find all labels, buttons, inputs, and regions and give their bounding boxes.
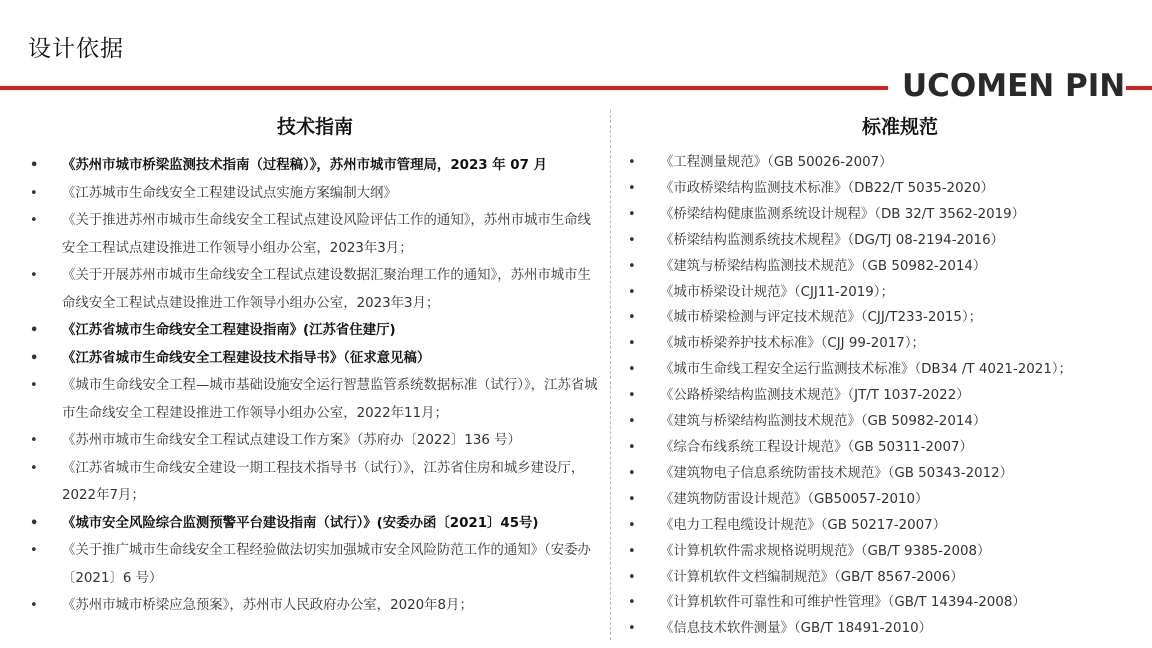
bullet-icon: • bbox=[628, 284, 636, 300]
standard-item bbox=[628, 280, 1138, 306]
standard-text: 《城市桥梁设计规范》（CJJ11-2019）； bbox=[660, 284, 894, 300]
guideline-item bbox=[30, 592, 600, 620]
standard-text: 《信息技术软件测量》（GB/T 18491-2010） bbox=[660, 621, 933, 637]
header-rule-left bbox=[0, 86, 888, 90]
standard-text: 《计算机软件可靠性和可维护性管理》（GB/T 14394-2008） bbox=[660, 595, 1026, 611]
standard-item bbox=[628, 150, 1138, 176]
standard-item bbox=[628, 487, 1138, 513]
standard-item bbox=[628, 461, 1138, 487]
bullet-icon: • bbox=[628, 310, 636, 326]
bullet-icon: • bbox=[628, 517, 636, 533]
standard-text: 《建筑与桥梁结构监测技术规范》（GB 50982-2014） bbox=[660, 414, 987, 430]
standard-item bbox=[628, 228, 1138, 254]
guideline-item bbox=[30, 152, 600, 180]
guideline-item bbox=[30, 180, 600, 208]
bullet-icon: • bbox=[30, 158, 39, 173]
bullet-icon: • bbox=[628, 232, 636, 248]
guideline-list bbox=[30, 152, 600, 620]
bullet-icon: • bbox=[628, 465, 636, 481]
guideline-text: 《关于开展苏州市城市生命线安全工程试点建设数据汇聚治理工作的通知》，苏州市城市生命线安全工程试点建设推进工作领导小组办公室，2023年3月； bbox=[62, 268, 591, 311]
bullet-icon: • bbox=[30, 460, 38, 476]
standard-item bbox=[628, 565, 1138, 591]
standard-text: 《计算机软件需求规格说明规范》（GB/T 9385-2008） bbox=[660, 543, 991, 559]
standard-text: 《城市生命线工程安全运行监测技术标准》（DB34 /T 4021-2021）； bbox=[660, 362, 1072, 378]
guideline-text: 《关于推进苏州市城市生命线安全工程试点建设风险评估工作的通知》，苏州市城市生命线安全工程试点建设推进工作领导小组办公室，2023年3月； bbox=[62, 213, 591, 256]
guideline-text: 《江苏城市生命线安全工程建设试点实施方案编制大纲》 bbox=[62, 185, 397, 201]
standard-item bbox=[628, 357, 1138, 383]
bullet-icon: • bbox=[30, 515, 39, 531]
standard-text: 《电力工程电缆设计规范》（GB 50217-2007） bbox=[660, 517, 947, 533]
bullet-icon: • bbox=[628, 595, 636, 611]
bullet-icon: • bbox=[628, 155, 636, 170]
bullet-icon: • bbox=[628, 543, 636, 559]
bullet-icon: • bbox=[30, 598, 38, 613]
standard-text: 《城市桥梁养护技术标准》（CJJ 99-2017）； bbox=[660, 336, 925, 352]
bullet-icon: • bbox=[628, 414, 636, 430]
left-column-heading: 技术指南 bbox=[276, 116, 353, 138]
bullet-icon: • bbox=[628, 206, 636, 222]
bullet-icon: • bbox=[30, 213, 38, 228]
guideline-text: 《苏州市城市生命线安全工程试点建设工作方案》（苏府办〔2022〕136 号） bbox=[62, 433, 521, 448]
standard-item bbox=[628, 616, 1138, 642]
brand-logo: UCOMEN PIN bbox=[902, 68, 1126, 104]
standard-text: 《公路桥梁结构监测技术规范》（JT/T 1037-2022） bbox=[660, 388, 970, 404]
guideline-item bbox=[30, 317, 600, 345]
standard-text: 《综合布线系统工程设计规范》（GB 50311-2007） bbox=[660, 439, 973, 455]
guideline-text: 《关于推广城市生命线安全工程经验做法切实加强城市安全风险防范工作的通知》（安委办〔2021〕6 号） bbox=[62, 543, 591, 586]
bullet-icon: • bbox=[30, 433, 38, 448]
guideline-item bbox=[30, 427, 600, 455]
standards-list bbox=[628, 150, 1138, 642]
guideline-item bbox=[30, 345, 600, 373]
standard-text: 《工程测量规范》（GB 50026-2007） bbox=[660, 155, 893, 170]
standard-item bbox=[628, 305, 1138, 331]
page-title: 设计依据 bbox=[28, 36, 124, 62]
bullet-icon: • bbox=[30, 350, 39, 366]
bullet-icon: • bbox=[628, 258, 636, 274]
bullet-icon: • bbox=[628, 569, 636, 585]
bullet-icon: • bbox=[628, 362, 636, 378]
guideline-item bbox=[30, 455, 600, 510]
bullet-icon: • bbox=[628, 336, 636, 352]
bullet-icon: • bbox=[628, 621, 636, 637]
bullet-icon: • bbox=[30, 323, 39, 338]
guideline-text: 《城市安全风险综合监测预警平台建设指南（试行）》(安委办函〔2021〕45号) bbox=[62, 515, 539, 531]
standard-text: 《桥梁结构监测系统技术规程》（DG/TJ 08-2194-2016） bbox=[660, 232, 1004, 248]
standard-item bbox=[628, 539, 1138, 565]
guideline-text: 《江苏省城市生命线安全工程建设技术指导书》（征求意见稿） bbox=[62, 350, 431, 366]
bullet-icon: • bbox=[628, 439, 636, 455]
standard-text: 《建筑物电子信息系统防雷技术规范》（GB 50343-2012） bbox=[660, 465, 1014, 481]
standard-item bbox=[628, 513, 1138, 539]
guideline-item bbox=[30, 537, 600, 592]
guideline-text: 《江苏省城市生命线安全工程建设指南》(江苏省住建厅) bbox=[62, 323, 396, 338]
bullet-icon: • bbox=[628, 388, 636, 404]
bullet-icon: • bbox=[628, 180, 636, 196]
guideline-text: 《苏州市城市桥梁应急预案》，苏州市人民政府办公室，2020年8月； bbox=[62, 598, 473, 613]
bullet-icon: • bbox=[30, 543, 38, 558]
bullet-icon: • bbox=[30, 268, 38, 283]
standard-item bbox=[628, 254, 1138, 280]
column-divider bbox=[610, 110, 611, 640]
header-rule-right bbox=[1126, 86, 1152, 90]
bullet-icon: • bbox=[30, 378, 38, 393]
standard-item bbox=[628, 590, 1138, 616]
guideline-item bbox=[30, 510, 600, 538]
standard-text: 《建筑与桥梁结构监测技术规范》（GB 50982-2014） bbox=[660, 258, 987, 274]
bullet-icon: • bbox=[30, 185, 38, 201]
guideline-text: 《江苏省城市生命线安全建设一期工程技术指导书（试行）》，江苏省住房和城乡建设厅，2022年7月； bbox=[62, 460, 585, 503]
standard-item bbox=[628, 176, 1138, 202]
guideline-item bbox=[30, 262, 600, 317]
standard-item bbox=[628, 435, 1138, 461]
standard-text: 《计算机软件文档编制规范》（GB/T 8567-2006） bbox=[660, 569, 964, 585]
standard-text: 《城市桥梁检测与评定技术规范》（CJJ/T233-2015）； bbox=[660, 310, 983, 326]
standard-text: 《桥梁结构健康监测系统设计规程》（DB 32/T 3562-2019） bbox=[660, 206, 1026, 222]
guideline-text: 《苏州市城市桥梁监测技术指南（过程稿）》，苏州市城市管理局，2023 年 07 月 bbox=[62, 158, 547, 173]
standard-text: 《建筑物防雷设计规范》（GB50057-2010） bbox=[660, 491, 929, 507]
guideline-text: 《城市生命线安全工程—城市基础设施安全运行智慧监管系统数据标准（试行）》，江苏省城市生命线安全工程建设推进工作领导小组办公室，2022年11月； bbox=[62, 378, 598, 421]
bullet-icon: • bbox=[628, 491, 636, 507]
standard-text: 《市政桥梁结构监测技术标准》（DB22/T 5035-2020） bbox=[660, 180, 995, 196]
standard-item bbox=[628, 383, 1138, 409]
guideline-item bbox=[30, 207, 600, 262]
standard-item bbox=[628, 202, 1138, 228]
guideline-item bbox=[30, 372, 600, 427]
standard-item bbox=[628, 409, 1138, 435]
right-column-heading: 标准规范 bbox=[861, 116, 938, 138]
standard-item bbox=[628, 331, 1138, 357]
